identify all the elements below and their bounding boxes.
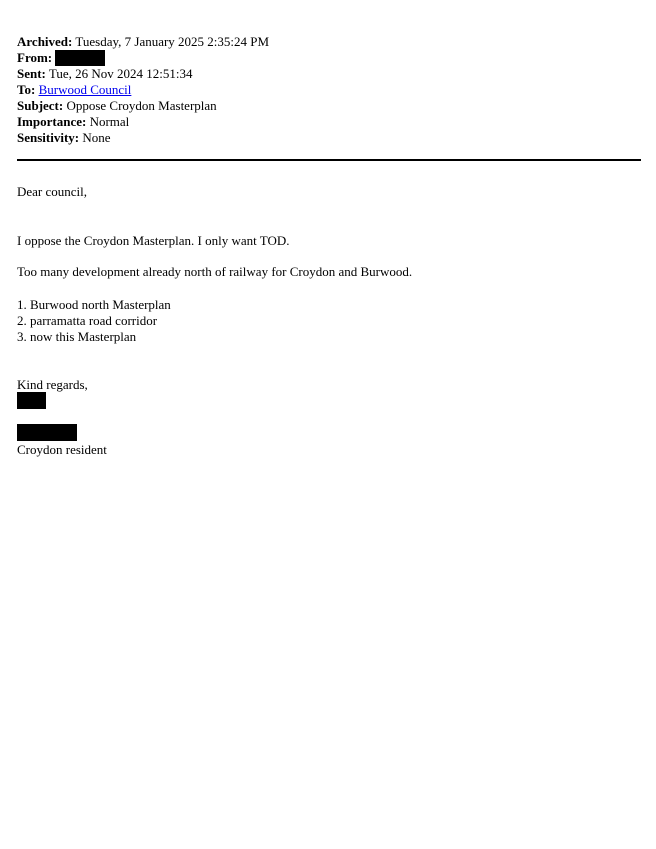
importance-row xyxy=(17,114,641,130)
sent-value: Tue, 26 Nov 2024 12:51:34 xyxy=(48,66,193,81)
sent-row xyxy=(17,66,641,82)
to-row xyxy=(17,82,641,98)
sensitivity-value: None xyxy=(82,130,111,145)
subject-row xyxy=(17,98,641,114)
from-redaction xyxy=(55,50,105,66)
header-divider xyxy=(17,159,641,161)
archived-row xyxy=(17,34,641,50)
to-label: To: xyxy=(17,82,36,97)
subject-value: Oppose Croydon Masterplan xyxy=(66,98,217,113)
importance-value: Normal xyxy=(89,114,130,129)
sensitivity-row xyxy=(17,130,641,146)
paragraph-development: Too many development already north of railway for Croydon and Burwood. xyxy=(17,264,413,279)
email-header xyxy=(17,34,641,146)
sent-label: Sent: xyxy=(17,66,46,81)
list-item: 3. now this Masterplan xyxy=(17,329,137,344)
paragraph-oppose: I oppose the Croydon Masterplan. I only want TOD. xyxy=(17,233,290,248)
list-item: 2. parramatta road corridor xyxy=(17,313,158,328)
importance-label: Importance: xyxy=(17,114,87,129)
from-label: From: xyxy=(17,50,53,65)
subject-label: Subject: xyxy=(17,98,64,113)
archived-value: Tuesday, 7 January 2025 2:35:24 PM xyxy=(75,34,270,49)
name-redaction xyxy=(17,424,77,441)
signature-role: Croydon resident xyxy=(17,442,107,457)
archived-label: Archived: xyxy=(17,34,73,49)
signoff: Kind regards, xyxy=(17,377,88,392)
numbered-list xyxy=(17,297,641,345)
to-link[interactable]: Burwood Council xyxy=(38,82,132,97)
signature-redaction xyxy=(17,392,46,409)
greeting: Dear council, xyxy=(17,184,88,199)
sensitivity-label: Sensitivity: xyxy=(17,130,80,145)
from-row xyxy=(17,50,641,66)
list-item: 1. Burwood north Masterplan xyxy=(17,297,171,312)
